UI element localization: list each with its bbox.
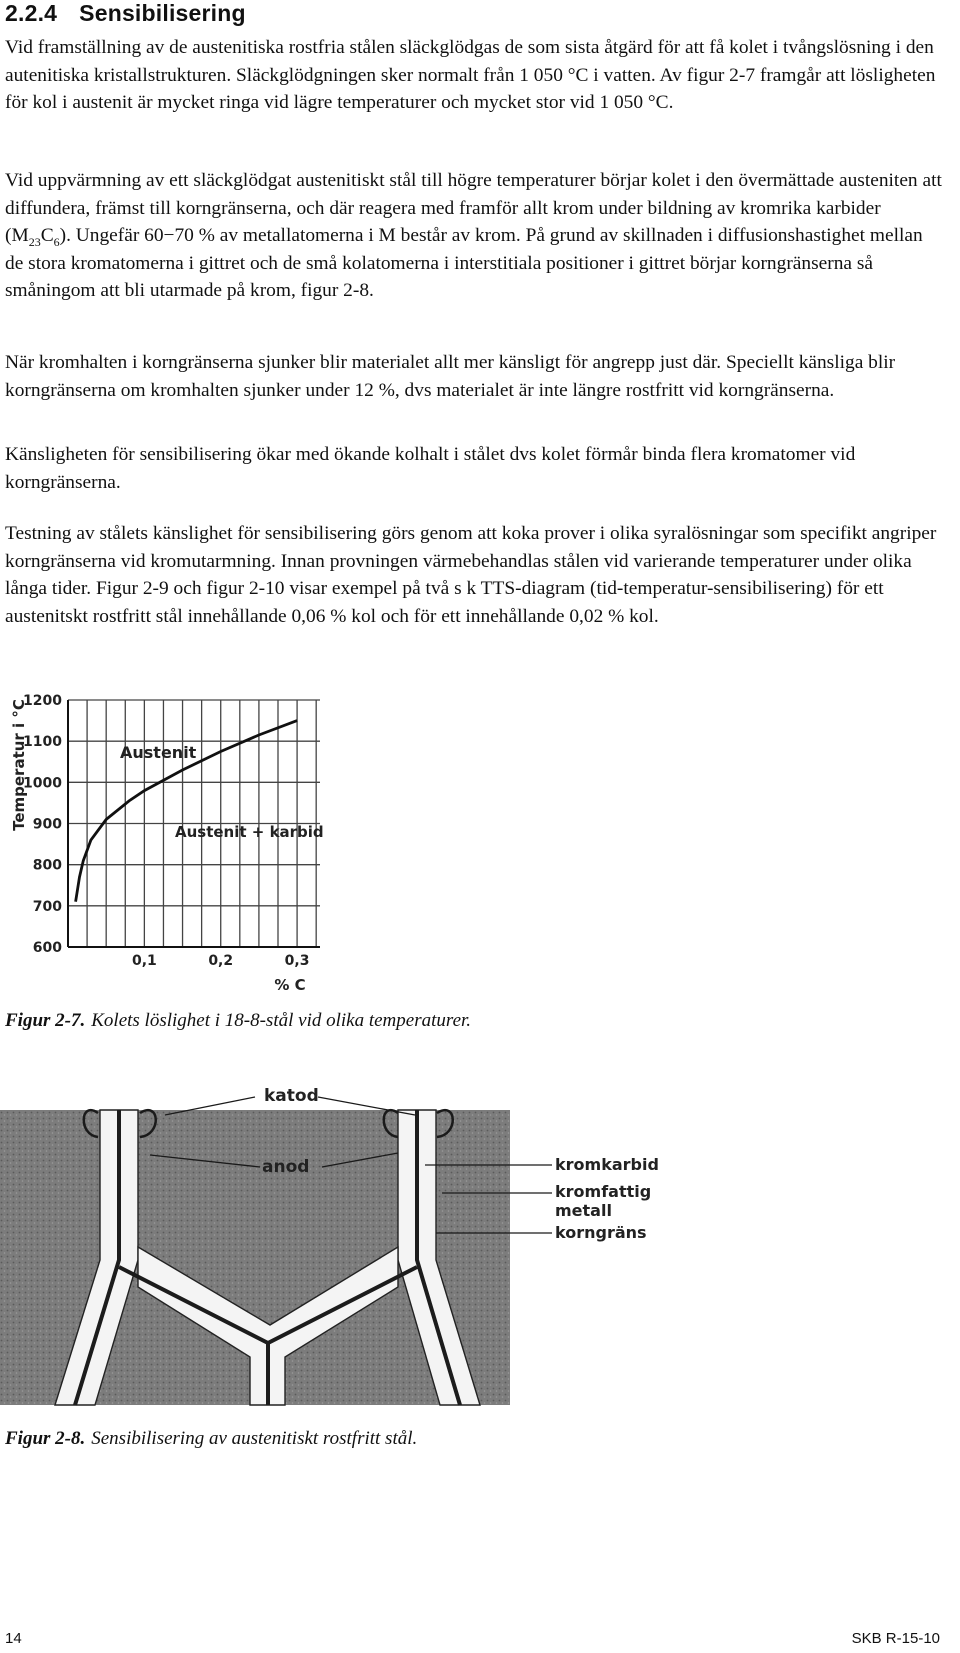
x-tick-label: 0,2 xyxy=(208,953,234,969)
paragraph-2 xyxy=(5,167,945,305)
paragraph-4: Känsligheten för sensibilisering ökar med ökande kolhalt i stålet dvs kolet förmår binda flera kromatomer vid korngränserna. xyxy=(5,444,856,493)
paragraph-3: När kromhalten i korngränserna sjunker blir materialet allt mer känsligt för angrepp just där. Speciellt känsliga blir korngränserna om kromhalten sjunker under 12 %, dvs materialet är inte längre rostfritt vid korngränserna. xyxy=(5,352,896,401)
y-tick-labels xyxy=(23,693,62,956)
x-axis-label: % C xyxy=(274,976,306,994)
y-tick-label: 1200 xyxy=(23,693,62,709)
label-kromfattig: kromfattig xyxy=(555,1182,652,1201)
grain-diagram-svg xyxy=(0,1075,680,1410)
figure-2-8-label: Figur 2-8. xyxy=(5,1428,86,1449)
figure-2-7-label: Figur 2-7. xyxy=(5,1010,86,1031)
y-tick-label: 900 xyxy=(32,816,62,833)
label-kromkarbid: kromkarbid xyxy=(555,1155,659,1174)
page-number: 14 xyxy=(5,1630,22,1647)
figure-grain-diagram xyxy=(0,1075,680,1410)
solubility-chart-svg xyxy=(0,675,360,1005)
paragraph-2-end: ). Ungefär 60−70 % av metallatomerna i M består av krom. På grund av skillnaden i diffusionshastighet mellan de stora kromatomerna i gittret och de små kolatomerna i interstitiala positioner i gittret börjar korngränserna så småningom att bli utarmade på krom, figur 2-8. xyxy=(5,225,923,301)
formula-carbon: C xyxy=(40,225,54,246)
figure-solubility-chart xyxy=(0,675,360,1005)
y-axis-label: Temperatur i °C xyxy=(10,699,28,831)
label-anod: anod xyxy=(262,1157,310,1177)
paragraph-1: Vid framställning av de austenitiska rostfria stålen släckglödgas de som sista åtgärd för att få kolet i tvångslösning i den autenitiska kristallstrukturen. Släckglödgningen sker normalt från 1 050 °C i vatten. Av figur 2-7 framgår att lösligheten för kol i austenit är mycket ringa vid lägre temperaturer och mycket stor vid 1 050 °C. xyxy=(5,37,936,113)
x-tick-label: 0,3 xyxy=(284,953,310,969)
figure-2-8-text: Sensibilisering av austenitiskt rostfritt stål. xyxy=(91,1428,418,1449)
paragraph-2-start: Vid uppvärmning av ett släckglödgat austenitiskt stål till högre temperaturer börjar kolet i den övermättade austeniten att diffundera, främst till korngränserna, och där reagera med framför allt krom under bildning av kromrika karbider (M xyxy=(5,170,942,246)
x-tick-label: 0,1 xyxy=(131,953,157,969)
formula-subscript-23: 23 xyxy=(28,234,41,249)
document-id: SKB R-15-10 xyxy=(851,1630,940,1647)
region-label-austenit-karbid: Austenit + karbid xyxy=(175,823,324,841)
x-tick-labels xyxy=(132,953,310,969)
figure-2-7-text: Kolets löslighet i 18-8-stål vid olika temperaturer. xyxy=(91,1010,472,1031)
y-tick-label: 1000 xyxy=(23,775,62,792)
y-tick-label: 700 xyxy=(32,898,62,915)
y-tick-label: 600 xyxy=(32,940,62,956)
label-metall: metall xyxy=(555,1201,612,1220)
y-tick-label: 1100 xyxy=(23,734,62,751)
section-heading xyxy=(5,0,246,27)
region-label-austenit: Austenit xyxy=(120,743,197,762)
label-katod: katod xyxy=(264,1086,319,1106)
figure-2-7-caption xyxy=(5,1010,471,1032)
paragraph-5: Testning av stålets känslighet för sensibilisering görs genom att koka prover i olika syralösningar som specifikt angriper korngränserna vid kromutarmning. Innan provningen värmebehandlas stålen vid varierande temperaturer under olika långa tider. Figur 2-9 och figur 2-10 visar exempel på två s k TTS-diagram (tid-temperatur-sensibilisering) för ett austenitskt rostfritt stål innehållande 0,06 % kol och för ett innehållande 0,02 % kol. xyxy=(5,523,937,627)
label-korngrans: korngräns xyxy=(555,1223,647,1242)
section-number: 2.2.4 xyxy=(5,0,58,26)
formula-subscript-6: 6 xyxy=(53,234,60,249)
y-tick-label: 800 xyxy=(32,857,62,874)
section-title: Sensibilisering xyxy=(79,0,246,26)
figure-2-8-caption xyxy=(5,1428,417,1450)
